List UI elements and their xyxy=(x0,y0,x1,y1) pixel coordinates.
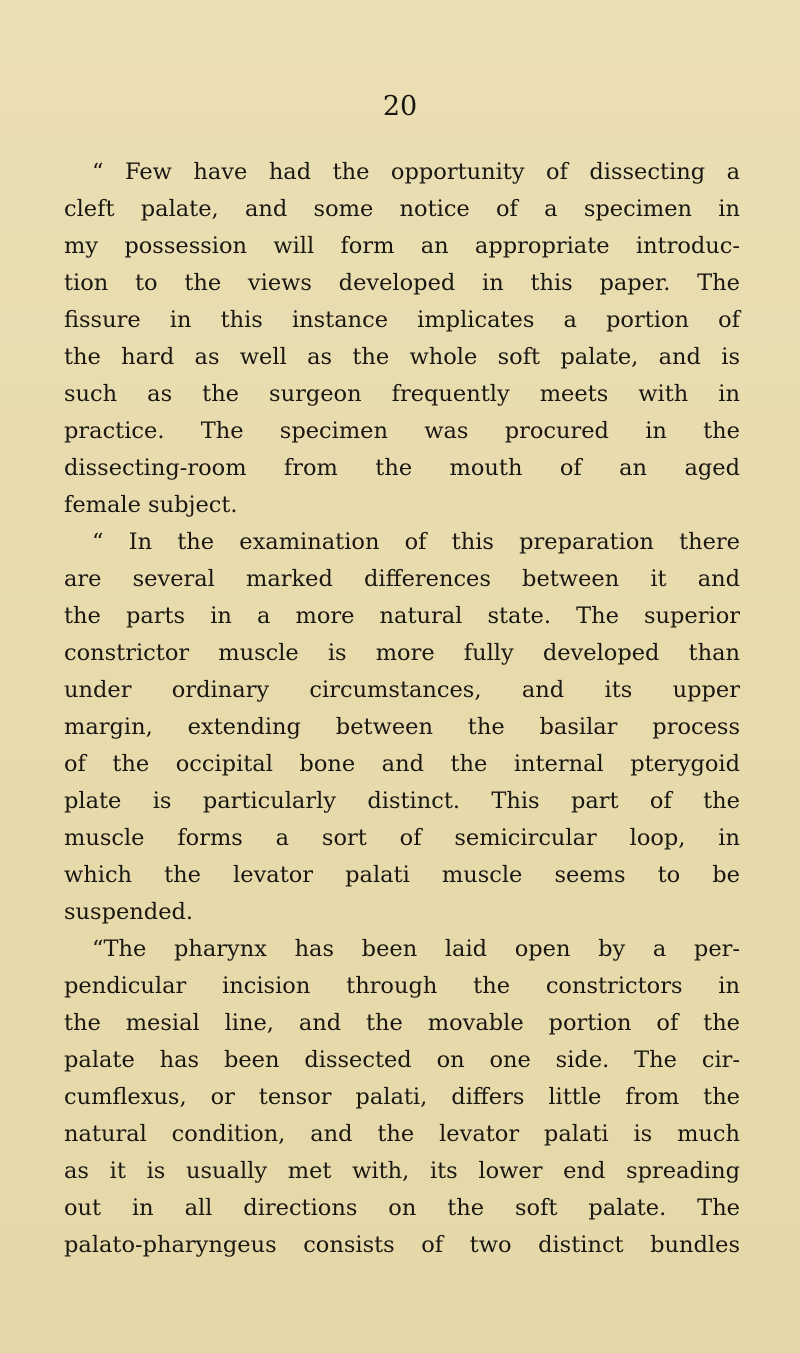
text-line: as it is usually met with, its lower end spreading xyxy=(64,1158,740,1184)
page-number: 20 xyxy=(382,91,418,122)
text-line: plate is particularly distinct. This part of the xyxy=(64,788,740,814)
text-line: palato-pharyngeus consists of two distinct bundles xyxy=(64,1232,740,1258)
text-line: dissecting-room from the mouth of an aged xyxy=(64,455,740,481)
text-line: “The pharynx has been laid open by a per- xyxy=(92,936,740,962)
text-line: margin, extending between the basilar process xyxy=(64,714,740,740)
text-line: the hard as well as the whole soft palate, and is xyxy=(64,344,740,370)
text-line: palate has been dissected on one side. The cir- xyxy=(64,1047,740,1073)
text-line: out in all directions on the soft palate. The xyxy=(64,1195,740,1221)
text-line: pendicular incision through the constrictors in xyxy=(64,973,740,999)
text-line: the parts in a more natural state. The superior xyxy=(64,603,740,629)
body-text xyxy=(64,154,740,1264)
text-line: cumflexus, or tensor palati, differs little from the xyxy=(64,1084,740,1110)
text-line: “ In the examination of this preparation there xyxy=(92,529,740,555)
text-line: muscle forms a sort of semicircular loop, in xyxy=(64,825,740,851)
text-line: fissure in this instance implicates a portion of xyxy=(64,307,740,333)
text-line: natural condition, and the levator palati is much xyxy=(64,1121,740,1147)
text-line: cleft palate, and some notice of a specimen in xyxy=(64,196,740,222)
text-line: suspended. xyxy=(64,899,194,925)
text-line: such as the surgeon frequently meets with in xyxy=(64,381,740,407)
text-line: of the occipital bone and the internal pterygoid xyxy=(64,751,740,777)
text-line: which the levator palati muscle seems to be xyxy=(64,862,740,888)
text-line: under ordinary circumstances, and its upper xyxy=(64,677,740,703)
text-line: practice. The specimen was procured in the xyxy=(64,418,740,444)
text-line: tion to the views developed in this paper. The xyxy=(64,270,740,296)
text-line: “ Few have had the opportunity of dissecting a xyxy=(92,159,740,185)
text-line: my possession will form an appropriate introduc- xyxy=(64,233,740,259)
text-line: constrictor muscle is more fully developed than xyxy=(64,640,740,666)
text-line: female subject. xyxy=(64,492,238,518)
text-line: the mesial line, and the movable portion of the xyxy=(64,1010,740,1036)
text-line: are several marked differences between it and xyxy=(64,566,740,592)
